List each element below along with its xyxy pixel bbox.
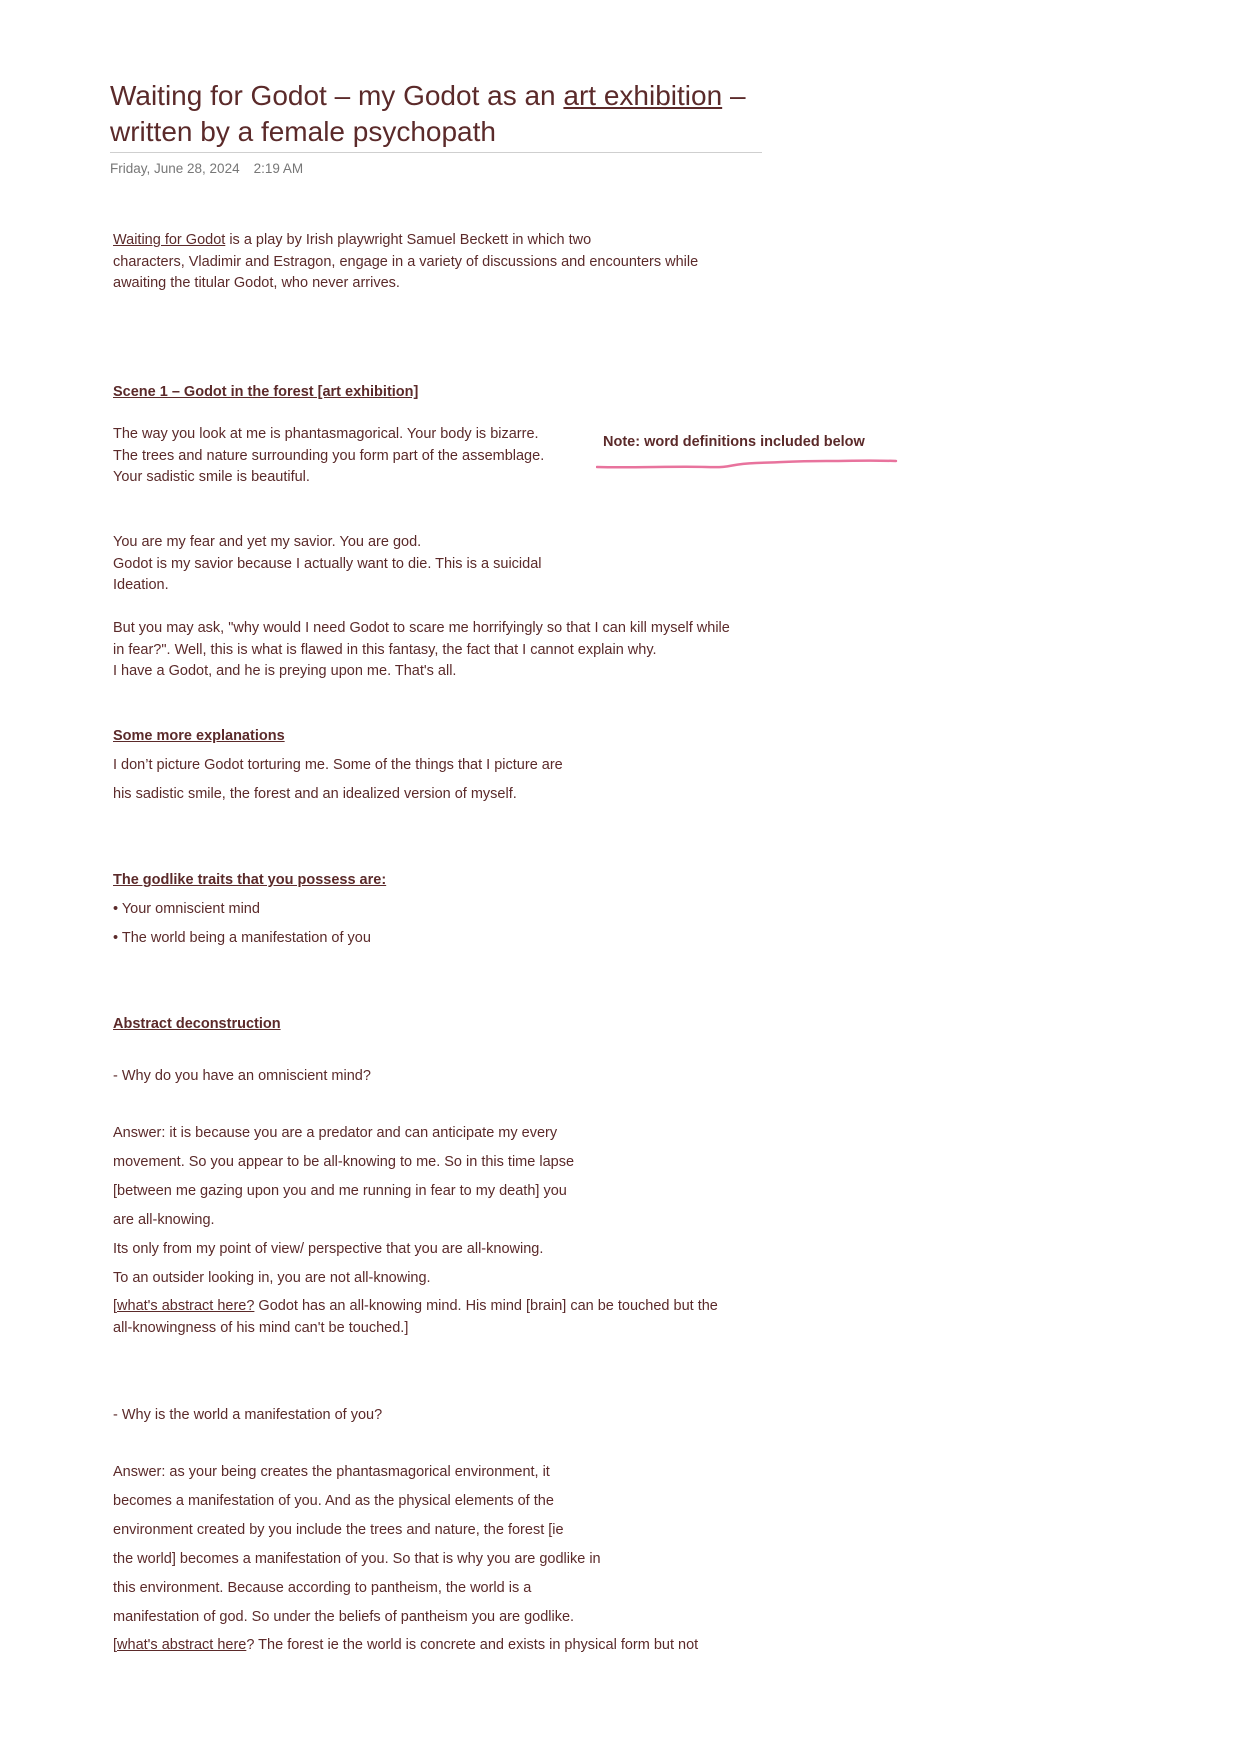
- text-line: movement. So you appear to be all-knowing to me. So in this time lapse: [113, 1154, 575, 1170]
- text-line: manifestation of god. So under the beliefs of pantheism you are godlike.: [113, 1609, 575, 1625]
- text-line: Godot has an all-knowing mind. His mind [brain] can be touched but the: [254, 1298, 718, 1314]
- art-exhibition-link[interactable]: art exhibition: [563, 80, 723, 111]
- title-divider: [110, 152, 762, 153]
- intro-line-3: awaiting the titular Godot, who never arrives.: [113, 275, 400, 291]
- post-date: Friday, June 28, 2024: [110, 161, 240, 176]
- question-2: - Why is the world a manifestation of you?: [113, 1407, 383, 1423]
- bracket: [: [113, 1637, 118, 1653]
- note-label: Note: word definitions included below: [603, 434, 865, 450]
- abstract-heading: Abstract deconstruction: [113, 1016, 281, 1032]
- scene1-paragraph-2: [113, 532, 542, 597]
- text-line: I don’t picture Godot torturing me. Some of the things that I picture are: [113, 757, 563, 773]
- intro-line-2: characters, Vladimir and Estragon, engage in a variety of discussions and encounters while: [113, 253, 699, 270]
- question-1: - Why do you have an omniscient mind?: [113, 1068, 371, 1084]
- intro-line-1: is a play by Irish playwright Samuel Beckett in which two: [225, 232, 592, 248]
- text-line: environment created by you include the trees and nature, the forest [ie: [113, 1522, 564, 1538]
- list-item: • Your omniscient mind: [113, 901, 260, 917]
- text-line: are all-knowing.: [113, 1212, 215, 1228]
- text-line: in fear?". Well, this is what is flawed in this fantasy, the fact that I cannot explain why.: [113, 641, 657, 658]
- whats-abstract-here-link[interactable]: what's abstract here?: [117, 1298, 255, 1314]
- answer-1-abstract-note: [113, 1296, 718, 1339]
- post-timestamp: [110, 161, 303, 176]
- text-line: Godot is my savior because I actually want to die. This is a suicidal: [113, 555, 542, 572]
- post-time: 2:19 AM: [253, 161, 304, 176]
- text-line: Ideation.: [113, 577, 169, 593]
- traits-list: [113, 895, 371, 953]
- text-line: The trees and nature surrounding you form part of the assemblage.: [113, 447, 545, 464]
- title-part1: Waiting for Godot – my Godot as an: [110, 80, 564, 111]
- text-line: But you may ask, "why would I need Godot to scare me horrifyingly so that I can kill myself while: [113, 620, 730, 636]
- text-line: the world] becomes a manifestation of you. So that is why you are godlike in: [113, 1551, 601, 1567]
- scene1-paragraph-1: [113, 424, 544, 489]
- whats-abstract-here-link-2[interactable]: what's abstract here: [117, 1637, 247, 1653]
- page-title: [110, 78, 760, 150]
- text-line: ? The forest ie the world is concrete and exists in physical form but not: [246, 1637, 699, 1653]
- highlight-underline: [596, 455, 898, 471]
- explanations-heading: Some more explanations: [113, 728, 285, 744]
- traits-heading: The godlike traits that you possess are:: [113, 872, 387, 888]
- text-line: Your sadistic smile is beautiful.: [113, 469, 310, 485]
- answer-1: [113, 1119, 574, 1293]
- text-line: Answer: it is because you are a predator and can anticipate my every: [113, 1125, 558, 1141]
- text-line: To an outsider looking in, you are not all-knowing.: [113, 1270, 431, 1286]
- text-line: this environment. Because according to pantheism, the world is a: [113, 1580, 532, 1596]
- bracket: [: [113, 1298, 118, 1314]
- scene1-heading: Scene 1 – Godot in the forest [art exhibition]: [113, 384, 419, 400]
- text-line: his sadistic smile, the forest and an idealized version of myself.: [113, 786, 517, 802]
- list-item: • The world being a manifestation of you: [113, 930, 371, 946]
- answer-2: [113, 1458, 601, 1632]
- text-line: becomes a manifestation of you. And as the physical elements of the: [113, 1493, 554, 1509]
- text-line: [between me gazing upon you and me running in fear to my death] you: [113, 1183, 567, 1199]
- text-line: The way you look at me is phantasmagorical. Your body is bizarre.: [113, 426, 539, 442]
- text-line: Its only from my point of view/ perspective that you are all-knowing.: [113, 1241, 544, 1257]
- text-line: I have a Godot, and he is preying upon me. That's all.: [113, 663, 457, 679]
- explanations-paragraph: [113, 751, 563, 809]
- text-line: Answer: as your being creates the phantasmagorical environment, it: [113, 1464, 550, 1480]
- answer-2-abstract-note: [113, 1635, 698, 1657]
- text-line: all-knowingness of his mind can't be touched.]: [113, 1319, 409, 1336]
- title-part2: – written by a female psychopath: [110, 80, 746, 147]
- text-line: You are my fear and yet my savior. You are god.: [113, 534, 422, 550]
- scene1-paragraph-3: [113, 618, 730, 683]
- intro-paragraph: [113, 230, 698, 295]
- waiting-for-godot-link[interactable]: Waiting for Godot: [113, 232, 226, 248]
